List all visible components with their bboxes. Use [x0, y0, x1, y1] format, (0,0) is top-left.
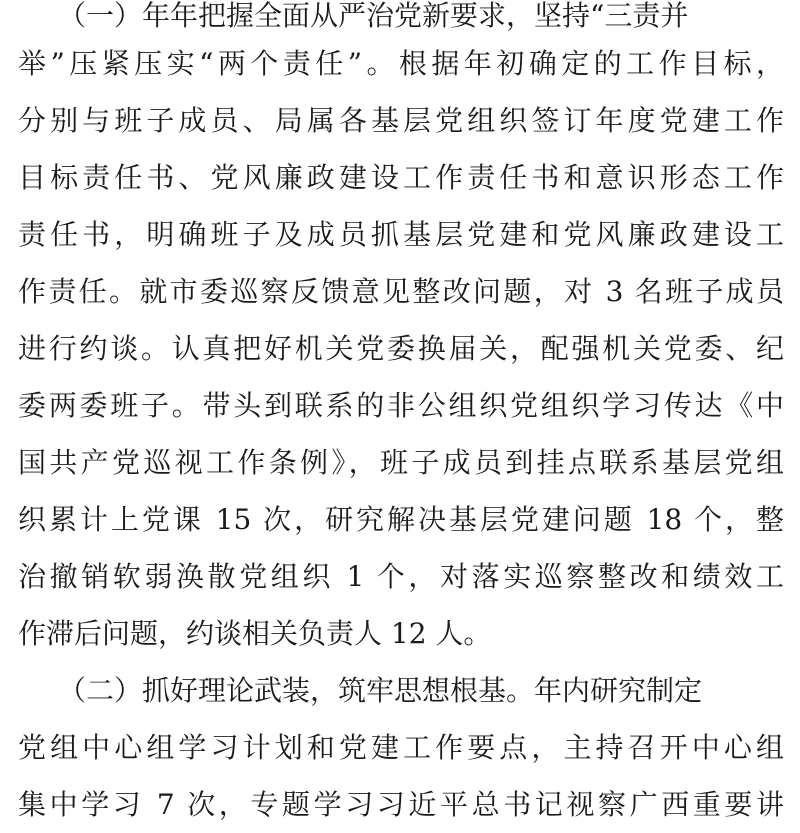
paragraph-line: 分别与班子成员、局属各基层党组织签订年度党建工作: [18, 104, 784, 137]
paragraph-line: 目标责任书、党风廉政建设工作责任书和意识形态工作: [18, 161, 784, 194]
paragraph-line: 责任书，明确班子及成员抓基层党建和党风廉政建设工: [18, 218, 784, 251]
paragraph-line: （一）年年把握全面从严治党新要求，坚持“三责并: [58, 0, 689, 32]
paragraph-line: 集中学习 7 次，专题学习习近平总书记视察广西重要讲: [18, 788, 784, 821]
paragraph-line: 委两委班子。带头到联系的非公组织党组织学习传达《中: [18, 389, 784, 422]
section-2-text: 年内研究制定: [534, 674, 703, 707]
paragraph-line: 进行约谈。认真把好机关党委换届关，配强机关党委、纪: [18, 332, 784, 365]
paragraph-line: 党组中心组学习计划和党建工作要点，主持召开中心组: [18, 731, 784, 764]
paragraph-line: 作滞后问题，约谈相关负责人 12 人。: [18, 617, 492, 650]
section-2-heading: （二）抓好理论武装，筑牢思想根基。: [58, 674, 535, 707]
paragraph-line: 国共产党巡视工作条例》，班子成员到挂点联系基层党组: [18, 446, 784, 479]
paragraph-line: 作责任。就市委巡察反馈意见整改问题，对 3 名班子成员: [18, 275, 784, 308]
section-heading-line: [58, 663, 784, 719]
paragraph-line: 举”压紧压实“两个责任”。根据年初确定的工作目标，: [18, 47, 784, 80]
paragraph-line: 治撤销软弱涣散党组织 1 个，对落实巡察整改和绩效工: [18, 560, 784, 593]
paragraph-line: 织累计上党课 15 次，研究解决基层党建问题 18 个，整: [18, 503, 784, 536]
